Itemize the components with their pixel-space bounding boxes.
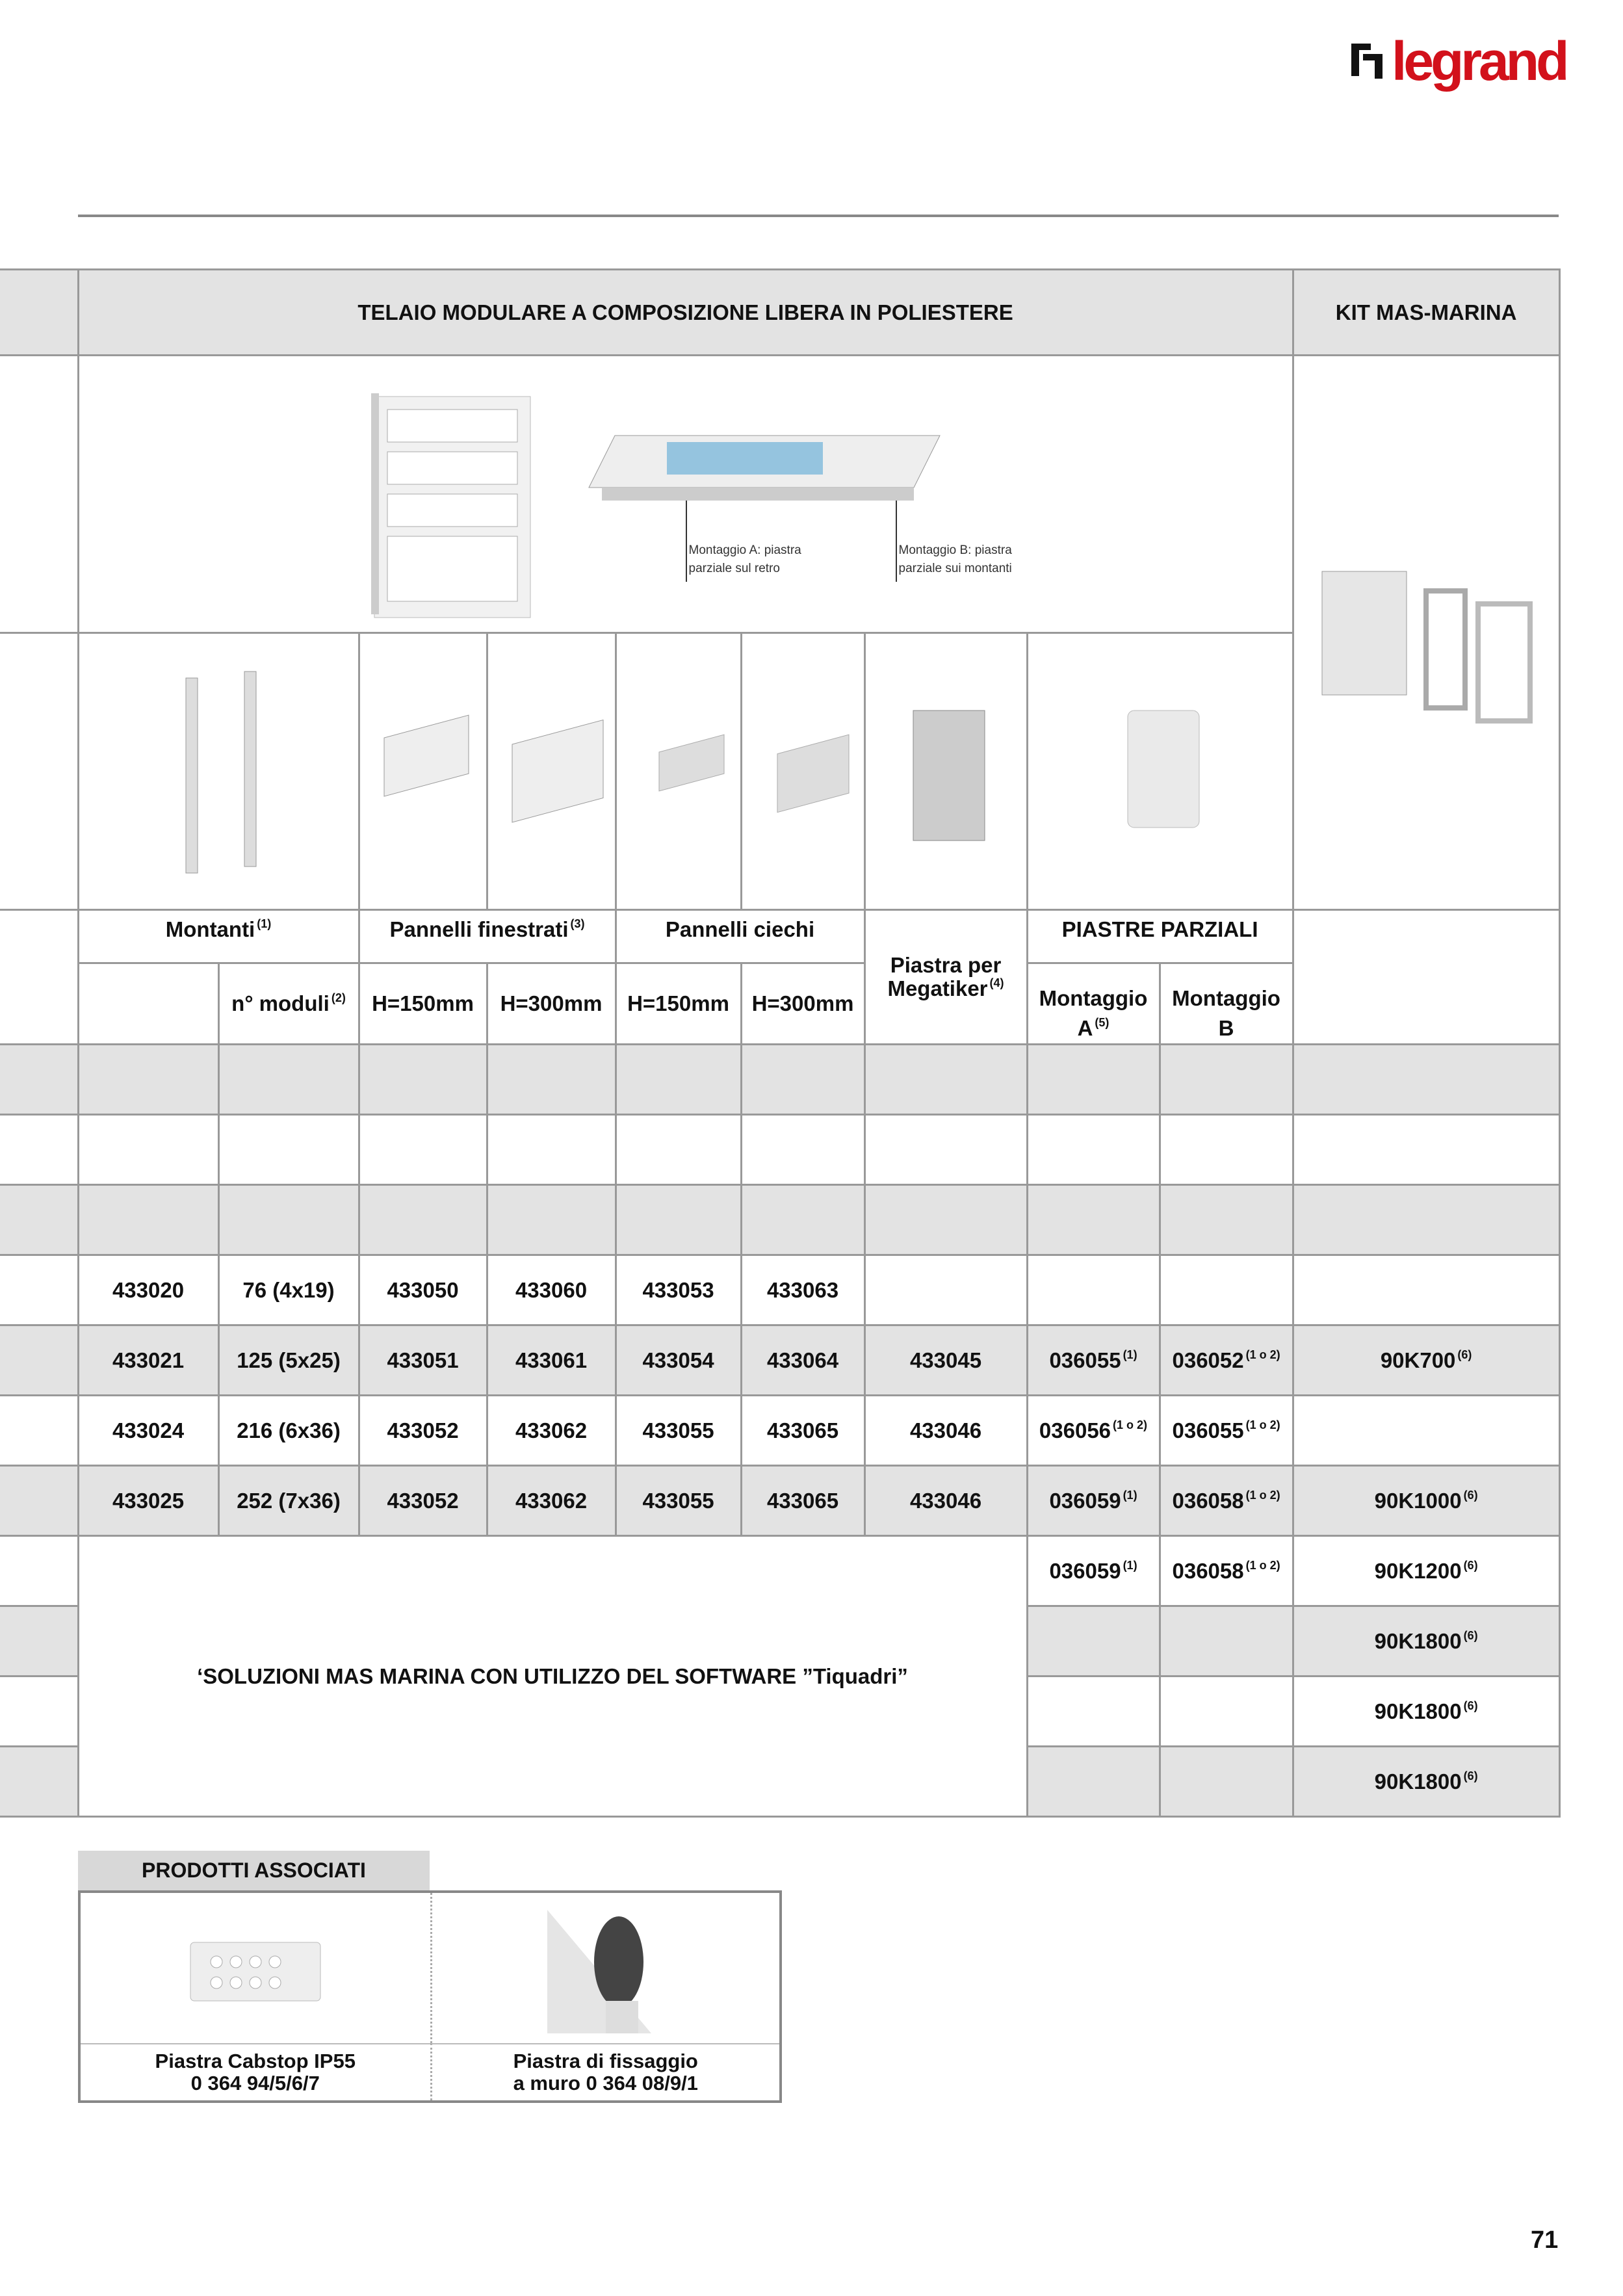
table-cell [1293, 1466, 1559, 1536]
footnote-ref: (6) [1457, 1348, 1472, 1361]
table-cell [359, 1325, 487, 1396]
table-cell [1160, 1747, 1293, 1817]
cell-value: 036058 [1172, 1558, 1244, 1583]
table-cell [741, 1325, 864, 1396]
cell-value: 036056 [1039, 1418, 1111, 1442]
table-row [0, 1045, 1559, 1115]
table-cell [1160, 1185, 1293, 1255]
table-cell [78, 1185, 218, 1255]
piastra-megatiker-image [864, 633, 1027, 910]
footnote-ref: (1 o 2) [1113, 1418, 1148, 1431]
cell-value: 433060 [515, 1277, 588, 1302]
cell-value: 433063 [766, 1277, 839, 1302]
stub [0, 270, 78, 356]
header-montaggio-a: Montaggio A $^{(5)}$ [1027, 963, 1160, 1045]
footnote-ref: (6) [1463, 1558, 1478, 1572]
table-cell [1293, 1536, 1559, 1606]
footnote-ref: (6) [1463, 1699, 1478, 1712]
table-cell [864, 1466, 1027, 1536]
cell-value: 036055 [1172, 1418, 1244, 1442]
table-cell [1027, 1676, 1160, 1747]
table-cell [616, 1045, 741, 1115]
footnote-ref: (1 o 2) [1245, 1558, 1280, 1572]
table-cell [864, 1115, 1027, 1185]
pannello-cieco-150-image [616, 633, 741, 910]
cell-value: 125 (5x25) [237, 1348, 341, 1372]
table-cell [741, 1115, 864, 1185]
cell-value: 90K1200 [1374, 1558, 1462, 1583]
cell-value: 90K1800 [1374, 1699, 1462, 1723]
table-cell [218, 1045, 359, 1115]
table-row [0, 1115, 1559, 1185]
header-piastre-parziali: PIASTRE PARZIALI [1027, 910, 1293, 963]
table-cell [487, 1466, 616, 1536]
table-cell [1293, 1396, 1559, 1466]
table-cell [1160, 1255, 1293, 1325]
cell-value: 433050 [387, 1277, 459, 1302]
associated-products-title: PRODOTTI ASSOCIATI [78, 1851, 430, 1890]
table-cell [1027, 1466, 1160, 1536]
frame-illustration [82, 358, 1284, 631]
table-cell [1027, 1185, 1160, 1255]
table-cell [78, 1466, 218, 1536]
table-title: TELAIO MODULARE A COMPOSIZIONE LIBERA IN POLIESTERE [78, 270, 1293, 356]
table-cell [1293, 1045, 1559, 1115]
table-cell [218, 1325, 359, 1396]
legrand-mark-icon [1349, 41, 1385, 81]
table-cell [616, 1396, 741, 1466]
cell-value: 252 (7x36) [237, 1488, 341, 1513]
kit-mas-marina-illustration [1309, 532, 1543, 727]
cell-value: 433053 [642, 1277, 714, 1302]
cell-value: 036052 [1172, 1348, 1244, 1372]
table-row [0, 1325, 1559, 1396]
cell-value: 433061 [515, 1348, 588, 1372]
footnote-ref: (1 o 2) [1245, 1418, 1280, 1431]
cell-value: 433046 [909, 1418, 982, 1442]
table-cell [864, 1396, 1027, 1466]
table-cell [1293, 1325, 1559, 1396]
table-cell [487, 1045, 616, 1115]
table-cell [1293, 1185, 1559, 1255]
table-cell [1027, 1396, 1160, 1466]
pannello-cieco-300-image [741, 633, 864, 910]
table-row [0, 1536, 1559, 1606]
table-cell [741, 1396, 864, 1466]
table-cell [741, 1045, 864, 1115]
cell-value: 90K1000 [1374, 1488, 1462, 1513]
table-cell [359, 1185, 487, 1255]
top-divider [78, 215, 1559, 217]
frame-image-cell [78, 356, 1293, 633]
table-cell [1293, 1676, 1559, 1747]
cell-value: 433054 [642, 1348, 714, 1372]
table-cell [1027, 1747, 1160, 1817]
header-montanti: Montanti $^{(1)}$ [78, 910, 359, 963]
table-cell [487, 1325, 616, 1396]
footnote-ref: (6) [1463, 1769, 1478, 1782]
table-cell [359, 1396, 487, 1466]
cell-value: 433025 [112, 1488, 185, 1513]
table-cell [78, 1325, 218, 1396]
cabstop-image [81, 1893, 430, 2043]
kit-image-cell [1293, 356, 1559, 910]
table-cell [78, 1115, 218, 1185]
table-cell [1027, 1255, 1160, 1325]
caption-montaggio-a: Montaggio A: piastra parziale sul retro [688, 543, 801, 575]
footnote-ref: (1) [1123, 1488, 1137, 1502]
table-cell [487, 1115, 616, 1185]
table-cell [1160, 1045, 1293, 1115]
table-cell [616, 1466, 741, 1536]
table-cell [1027, 1115, 1160, 1185]
table-cell [1293, 1255, 1559, 1325]
cell-value: 433065 [766, 1418, 839, 1442]
pannello-finestrato-300-image [487, 633, 616, 910]
associated-item-cabstop: Piastra Cabstop IP55 0 364 94/5/6/7 [81, 2043, 430, 2100]
caption-montaggio-b: Montaggio B: piastra parziale sui montanti [898, 543, 1012, 575]
table-cell [218, 1185, 359, 1255]
cell-value: 433021 [112, 1348, 185, 1372]
table-row [0, 1185, 1559, 1255]
table-cell [1027, 1536, 1160, 1606]
legrand-wordmark: legrand [1392, 31, 1566, 92]
table-cell [1293, 1747, 1559, 1817]
fissaggio-image [430, 1893, 780, 2043]
table-cell [359, 1115, 487, 1185]
table-cell [487, 1396, 616, 1466]
cell-value: 433020 [112, 1277, 185, 1302]
table-cell [1160, 1466, 1293, 1536]
kit-title: KIT MAS-MARINA [1293, 270, 1559, 356]
product-table [0, 268, 1561, 1818]
piastra-parziale-image [1027, 633, 1293, 910]
footnote-ref: (1 o 2) [1245, 1488, 1280, 1502]
header-montaggio-b: Montaggio B [1160, 963, 1293, 1045]
table-cell [616, 1185, 741, 1255]
table-cell [864, 1045, 1027, 1115]
table-cell [616, 1115, 741, 1185]
header-pannelli-ciechi: Pannelli ciechi [616, 910, 864, 963]
legrand-logo [1349, 31, 1566, 92]
footnote-ref: (1) [1123, 1348, 1137, 1361]
cell-value: 433062 [515, 1488, 588, 1513]
table-cell [616, 1255, 741, 1325]
header-pannelli-finestrati: Pannelli finestrati $^{(3)}$ [359, 910, 616, 963]
table-cell [1160, 1325, 1293, 1396]
cell-value: 433062 [515, 1418, 588, 1442]
table-cell [1160, 1115, 1293, 1185]
cell-value: 90K1800 [1374, 1769, 1462, 1794]
header-finestrati-h150: H=150mm [359, 963, 487, 1045]
page-number: 71 [1531, 2226, 1559, 2254]
table-cell [1160, 1606, 1293, 1676]
table-cell [487, 1185, 616, 1255]
table-cell [1027, 1045, 1160, 1115]
cell-value: 433046 [909, 1488, 982, 1513]
table-cell [1027, 1606, 1160, 1676]
cell-value: 433052 [387, 1488, 459, 1513]
cell-value: 433065 [766, 1488, 839, 1513]
cell-value: 433051 [387, 1348, 459, 1372]
cell-value: 036059 [1049, 1488, 1121, 1513]
header-megatiker: Piastra per Megatiker $^{(4)}$ [864, 910, 1027, 1045]
table-cell [741, 1466, 864, 1536]
header-ciechi-h150: H=150mm [616, 963, 741, 1045]
cell-value: 90K700 [1380, 1348, 1456, 1372]
cell-value: 216 (6x36) [237, 1418, 341, 1442]
table-cell [864, 1255, 1027, 1325]
table-cell [1160, 1676, 1293, 1747]
table-cell [359, 1045, 487, 1115]
table-cell [487, 1255, 616, 1325]
footnote-ref: (6) [1463, 1628, 1478, 1642]
cell-value: 036055 [1049, 1348, 1121, 1372]
cell-value: 90K1800 [1374, 1628, 1462, 1653]
table-cell [218, 1115, 359, 1185]
table-cell [1160, 1536, 1293, 1606]
pannello-finestrato-150-image [359, 633, 487, 910]
table-cell [864, 1325, 1027, 1396]
footnote-ref: (1 o 2) [1245, 1348, 1280, 1361]
table-cell [218, 1396, 359, 1466]
table-row [0, 1255, 1559, 1325]
table-row [0, 1396, 1559, 1466]
table-cell [741, 1255, 864, 1325]
header-finestrati-h300: H=300mm [487, 963, 616, 1045]
tiquadri-note: ‘SOLUZIONI MAS MARINA CON UTILIZZO DEL SOFTWARE ”Tiquadri” [78, 1536, 1027, 1817]
cell-value: 433024 [112, 1418, 185, 1442]
cell-value: 433064 [766, 1348, 839, 1372]
table-cell [1027, 1325, 1160, 1396]
table-cell [78, 1396, 218, 1466]
table-cell [1293, 1606, 1559, 1676]
table-row [0, 1466, 1559, 1536]
table-cell [78, 1045, 218, 1115]
footnote-ref: (6) [1463, 1488, 1478, 1502]
table-cell [359, 1255, 487, 1325]
table-cell [78, 1255, 218, 1325]
cell-value: 433045 [909, 1348, 982, 1372]
table-cell [218, 1466, 359, 1536]
header-ciechi-h300: H=300mm [741, 963, 864, 1045]
cell-value: 036059 [1049, 1558, 1121, 1583]
table-cell [359, 1466, 487, 1536]
montanti-image [78, 633, 359, 910]
cell-value: 433055 [642, 1418, 714, 1442]
table-cell [741, 1185, 864, 1255]
table-cell [1293, 1115, 1559, 1185]
table-cell [218, 1255, 359, 1325]
associated-item-fissaggio: Piastra di fissaggio a muro 0 364 08/9/1 [430, 2043, 780, 2100]
cell-value: 036058 [1172, 1488, 1244, 1513]
table-cell [616, 1325, 741, 1396]
table-cell [864, 1185, 1027, 1255]
footnote-ref: (1) [1123, 1558, 1137, 1572]
header-n-moduli: n° moduli $^{(2)}$ [218, 963, 359, 1045]
cell-value: 433052 [387, 1418, 459, 1442]
associated-products [78, 1890, 782, 2103]
table-cell [1160, 1396, 1293, 1466]
cell-value: 76 (4x19) [242, 1277, 335, 1302]
cell-value: 433055 [642, 1488, 714, 1513]
